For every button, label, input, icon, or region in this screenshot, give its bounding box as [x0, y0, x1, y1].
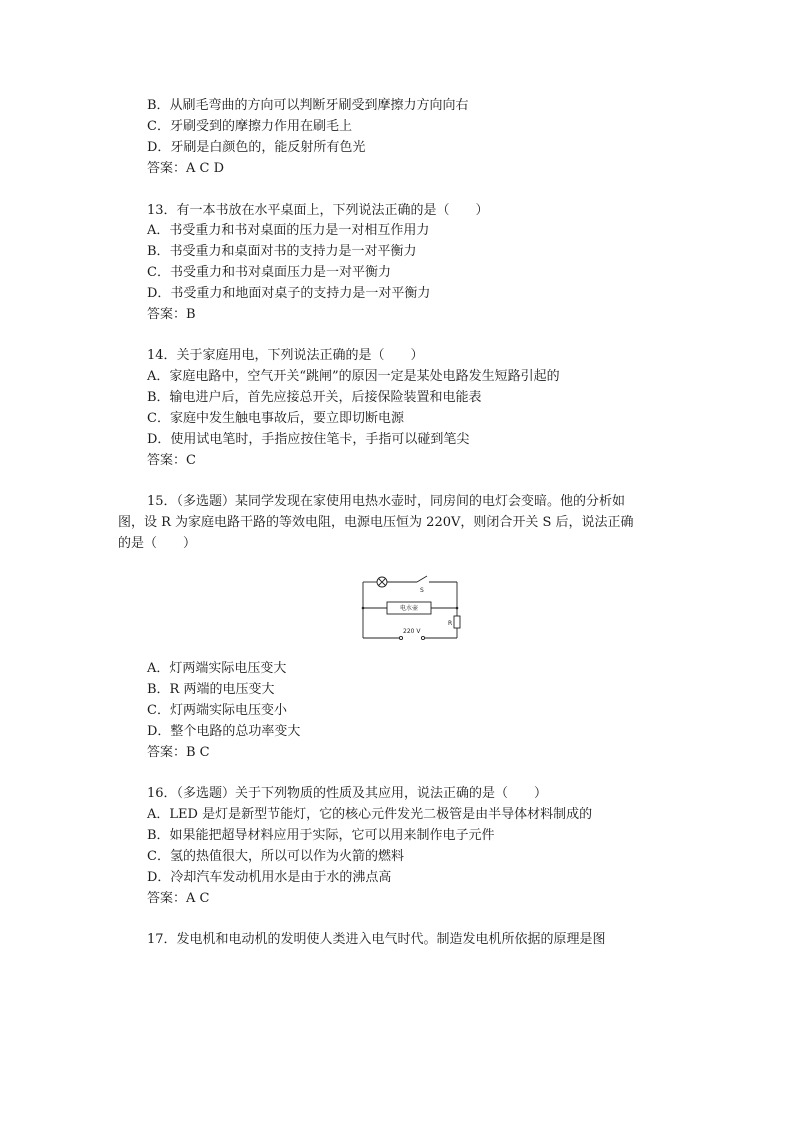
q13-option-c: C．书受重力和书对桌面压力是一对平衡力	[147, 265, 391, 280]
resistor-label: R	[448, 620, 453, 627]
q13-option-d: D．书受重力和地面对桌子的支持力是一对平衡力	[147, 286, 431, 301]
q16-stem: 16．（多选题）关于下列物质的性质及其应用，说法正确的是（ ）	[147, 786, 548, 801]
q16-answer: 答案：A C	[147, 891, 210, 906]
q15-option-d: D．整个电路的总功率变大	[147, 724, 301, 739]
q12-option-d: D．牙刷是白颜色的，能反射所有色光	[147, 140, 366, 155]
q13-option-b: B．书受重力和桌面对书的支持力是一对平衡力	[147, 244, 417, 259]
q12-option-c: C．牙刷受到的摩擦力作用在刷毛上	[147, 119, 352, 134]
switch-label: S	[420, 587, 424, 594]
junction-right	[456, 607, 459, 610]
q14-option-b: B．输电进户后，首先应接总开关，后接保险装置和电能表	[147, 390, 482, 405]
q14-answer: 答案：C	[147, 453, 196, 468]
q16-option-d: D．冷却汽车发动机用水是由于水的沸点高	[147, 870, 392, 885]
q13-stem: 13．有一本书放在水平桌面上，下列说法正确的是（ ）	[147, 203, 489, 218]
resistor-icon	[454, 616, 460, 628]
q16-option-b: B．如果能把超导材料应用于实际，它可以用来制作电子元件	[147, 828, 495, 843]
q15-stem-line2: 图，设 R 为家庭电路干路的等效电阻，电源电压恒为 220V，则闭合开关 S 后，说法正确	[118, 515, 634, 530]
q15-stem-line3: 的是（ ）	[118, 536, 197, 551]
q15-answer: 答案：B C	[147, 745, 210, 760]
q17-stem: 17．发电机和电动机的发明使人类进入电气时代。制造发电机所依据的原理是图	[147, 932, 606, 947]
switch-icon	[417, 576, 427, 582]
q14-option-a: A．家庭电路中，空气开关“跳闸”的原因一定是某处电路发生短路引起的	[147, 369, 560, 384]
q12-answer: 答案：A C D	[147, 161, 225, 176]
circuit-diagram	[357, 568, 467, 646]
q12-option-b: B．从刷毛弯曲的方向可以判断牙刷受到摩擦力方向向右	[147, 98, 469, 113]
q16-option-a: A．LED 是灯是新型节能灯，它的核心元件发光二极管是由半导体材料制成的	[147, 807, 593, 822]
q15-option-c: C．灯两端实际电压变小	[147, 703, 287, 718]
q15-option-a: A．灯两端实际电压变大	[147, 661, 287, 676]
q13-option-a: A．书受重力和书对桌面的压力是一对相互作用力	[147, 223, 430, 238]
terminal-right	[421, 636, 424, 639]
q14-stem: 14．关于家庭用电，下列说法正确的是（ ）	[147, 348, 424, 363]
q14-option-c: C．家庭中发生触电事故后，要立即切断电源	[147, 411, 404, 426]
q15-stem-line1: 15．（多选题）某同学发现在家使用电热水壶时，同房间的电灯会变暗。他的分析如	[147, 494, 626, 509]
junction-left	[362, 607, 365, 610]
q16-option-c: C．氢的热值很大，所以可以作为火箭的燃料	[147, 849, 404, 864]
q14-option-d: D．使用试电笔时，手指应按住笔卡，手指可以碰到笔尖	[147, 432, 470, 447]
terminal-left	[399, 636, 402, 639]
q15-option-b: B．R 两端的电压变大	[147, 682, 275, 697]
q13-answer: 答案：B	[147, 307, 196, 322]
kettle-label: 电水壶	[400, 605, 419, 612]
source-label: 220 V	[403, 628, 421, 635]
